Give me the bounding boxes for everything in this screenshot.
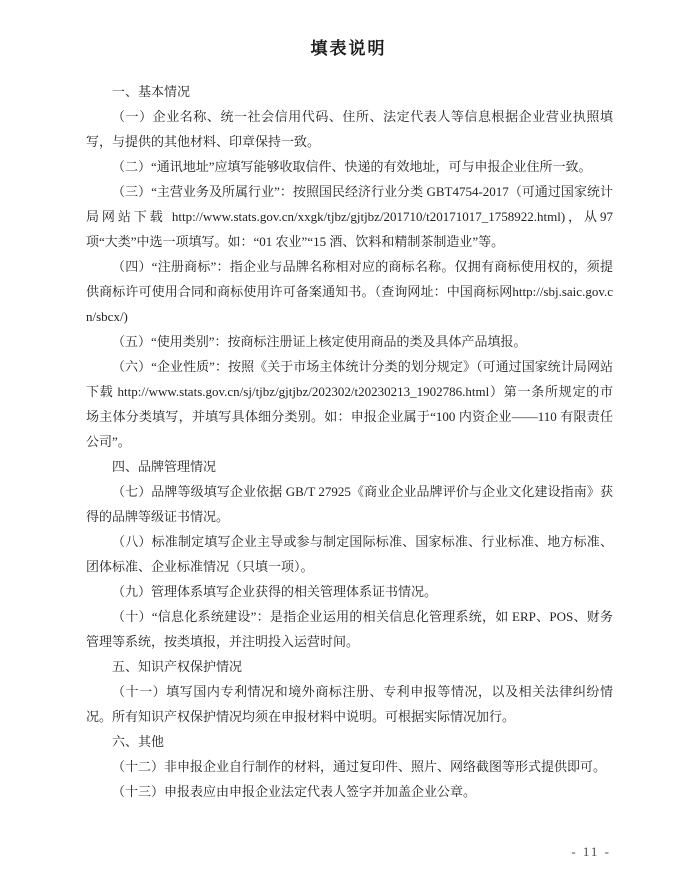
paragraph-item-2: （二）“通讯地址”应填写能够收取信件、快递的有效地址，可与申报企业住所一致。 [112, 159, 592, 174]
paragraph-item-4: （四）“注册商标”：指企业与品牌名称相对应的商标名称。仅拥有商标使用权的，须提供商标许可使用合同和商标使用许可备案通知书。（查询网址：中国商标网http://sbj.saic.gov.cn/sbcx/) [86, 259, 613, 324]
paragraph-item-7: （七）品牌等级填写企业依据 GB/T 27925《商业企业品牌评价与企业文化建设指南》获得的品牌等级证书情况。 [86, 484, 613, 524]
paragraph-item-11: （十一）填写国内专利情况和境外商标注册、专利申报等情况，以及相关法律纠纷情况。所有知识产权保护情况均须在申报材料中说明。可根据实际情况加行。 [86, 684, 613, 724]
section-heading-ip-protection: 五、知识产权保护情况 [112, 659, 243, 674]
paragraph-item-1: （一）企业名称、统一社会信用代码、住所、法定代表人等信息根据企业营业执照填写，与提供的其他材料、印章保持一致。 [86, 109, 613, 149]
paragraph-item-5: （五）“使用类别”：按商标注册证上核定使用商品的类及具体产品填报。 [112, 334, 527, 349]
paragraph-item-6: （六）“企业性质”：按照《关于市场主体统计分类的划分规定》（可通过国家统计局网站下载 http://www.stats.gov.cn/sj/tjbz/gjtjbz/202302/t20230213_1902786.html）第一条所规定的市场主体分类填写，并填写具体细分类别。如：申报企业属于“100 内资企业——110 有限责任公司”。 [86, 359, 613, 449]
paragraph-item-9: （九）管理体系填写企业获得的相关管理体系证书情况。 [112, 584, 438, 599]
paragraph-item-13: （十三）申报表应由申报企业法定代表人签字并加盖企业公章。 [112, 784, 477, 799]
paragraph-item-8: （八）标准制定填写企业主导或参与制定国际标准、国家标准、行业标准、地方标准、团体标准、企业标准情况（只填一项）。 [86, 534, 613, 574]
section-heading-other: 六、其他 [112, 734, 165, 749]
paragraph-item-12: （十二）非申报企业自行制作的材料，通过复印件、照片、网络截图等形式提供即可。 [112, 759, 607, 774]
document-body [86, 79, 613, 804]
page-number: - 11 - [571, 844, 611, 859]
page-title: 填表说明 [310, 39, 387, 58]
section-heading-brand-management: 四、品牌管理情况 [112, 459, 217, 474]
paragraph-item-3: （三）“主营业务及所属行业”：按照国民经济行业分类 GBT4754-2017（可通过国家统计局网站下载 http://www.stats.gov.cn/xxgk/tjbz/gjtjbz/201710/t20171017_1758922.html)，从97 项“大类”中选一项填写。如：“01 农业”“15 酒、饮料和精制茶制造业”等。 [86, 184, 613, 249]
section-heading-basic-info: 一、基本情况 [112, 84, 191, 99]
paragraph-item-10: （十）“信息化系统建设”：是指企业运用的相关信息化管理系统，如 ERP、POS、财务管理等系统，按类填报，并注明投入运营时间。 [86, 609, 613, 649]
